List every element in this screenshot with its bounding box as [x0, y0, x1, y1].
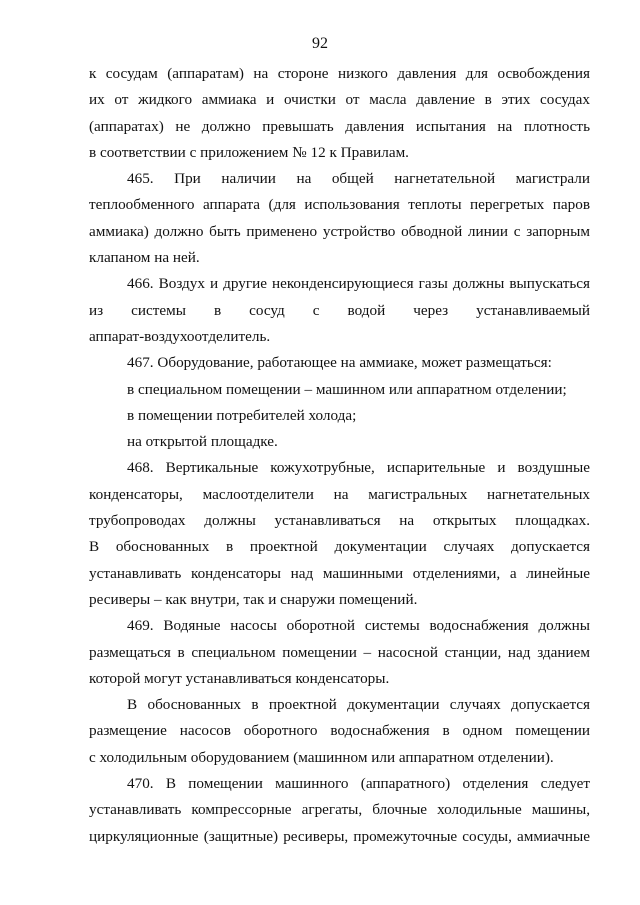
document-body	[89, 61, 590, 850]
text-line: на открытой площадке.	[127, 433, 278, 451]
text-line: В обоснованных в проектной документации случаях допускается	[89, 538, 590, 556]
text-line: которой могут устанавливаться конденсаторы.	[89, 669, 390, 687]
text-line: из системы в сосуд с водой через устанавливаемый	[89, 301, 590, 319]
text-line: размещение насосов оборотного водоснабжения в одном помещении	[89, 722, 590, 740]
page-number: 92	[312, 35, 328, 52]
text-line: с холодильным оборудованием (машинном или аппаратном отделении).	[89, 748, 554, 766]
text-line: аппарат-воздухоотделитель.	[89, 327, 271, 345]
text-line: устанавливать компрессорные агрегаты, блочные холодильные машины,	[89, 801, 590, 819]
text-line: в специальном помещении – машинном или аппаратном отделении;	[127, 380, 567, 398]
text-line: конденсаторы, маслоотделители на магистральных нагнетательных	[89, 485, 590, 503]
text-line: 469. Водяные насосы оборотной системы водоснабжения должны	[127, 617, 590, 635]
text-line: циркуляционные (защитные) ресиверы, промежуточные сосуды, аммиачные	[89, 827, 590, 845]
text-line: теплообменного аппарата (для использования теплоты перегретых паров	[89, 196, 590, 214]
text-line: ресиверы – как внутри, так и снаружи помещений.	[89, 590, 418, 608]
text-line: их от жидкого аммиака и очистки от масла давление в этих сосудах	[89, 91, 590, 109]
text-line: к сосудам (аппаратам) на стороне низкого давления для освобождения	[89, 65, 590, 82]
text-line: размещаться в специальном помещении – насосной станции, над зданием	[89, 643, 590, 661]
text-line: 468. Вертикальные кожухотрубные, испарительные и воздушные	[127, 459, 590, 477]
text-line: в соответствии с приложением № 12 к Правилам.	[89, 143, 409, 161]
text-line: в помещении потребителей холода;	[127, 406, 357, 424]
text-line: 467. Оборудование, работающее на аммиаке, может размещаться:	[127, 354, 552, 372]
text-line: трубопроводах должны устанавливаться на открытых площадках.	[89, 512, 590, 530]
text-line: В обоснованных в проектной документации случаях допускается	[127, 696, 590, 714]
text-line: 465. При наличии на общей нагнетательной магистрали	[127, 170, 590, 188]
text-line: устанавливать конденсаторы над машинными отделениями, а линейные	[89, 564, 590, 582]
text-line: 470. В помещении машинного (аппаратного) отделения следует	[127, 775, 590, 793]
text-line: аммиака) должно быть применено устройство обводной линии с запорным	[89, 222, 590, 240]
text-line: 466. Воздух и другие неконденсирующиеся газы должны выпускаться	[127, 275, 590, 293]
text-line: клапаном на ней.	[89, 249, 200, 267]
text-line: (аппаратах) не должно превышать давления испытания на плотность	[89, 117, 590, 135]
